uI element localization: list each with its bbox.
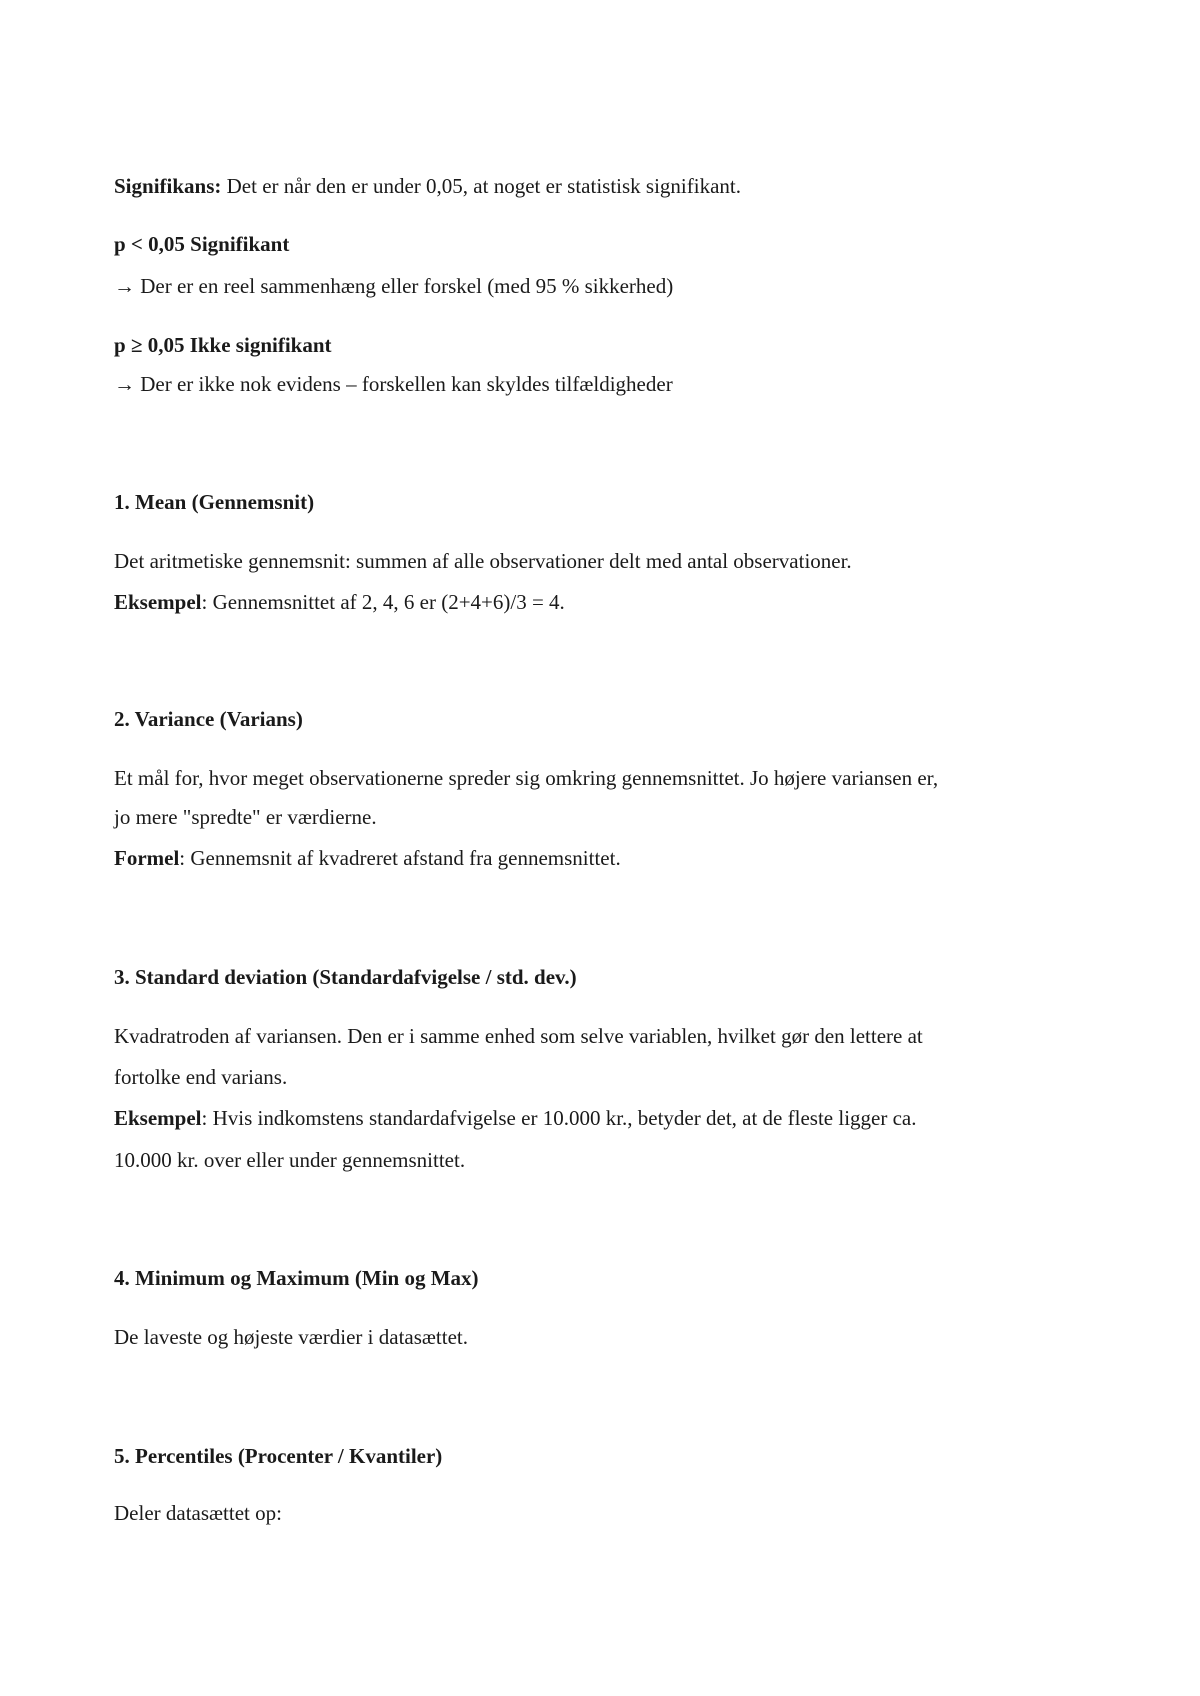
variance-formula-label: Formel <box>114 846 180 870</box>
minmax-heading <box>114 1266 479 1291</box>
mean-example-text: : Gennemsnittet af 2, 4, 6 er (2+4+6)/3 = 4. <box>201 590 565 614</box>
std-heading <box>114 965 577 990</box>
std-example-line2: 10.000 kr. over eller under gennemsnittet. <box>114 1148 466 1172</box>
signifikans-label: Signifikans: <box>114 174 222 198</box>
mean-example-label: Eksempel <box>114 590 202 614</box>
signifikans-text: Det er når den er under 0,05, at noget er statistisk signifikant. <box>221 174 741 198</box>
signifikans-paragraph <box>114 174 741 199</box>
significant-heading <box>114 232 289 257</box>
variance-formula <box>114 846 621 871</box>
not-significant-heading-text: p ≥ 0,05 Ikke signifikant <box>114 333 332 357</box>
mean-example <box>114 590 565 615</box>
mean-heading <box>114 490 314 515</box>
std-heading-text: 3. Standard deviation (Standardafvigelse / std. dev.) <box>114 965 577 989</box>
std-example-line1 <box>114 1106 916 1131</box>
minmax-description: De laveste og højeste værdier i datasættet. <box>114 1325 468 1349</box>
variance-description-line2: jo mere "spredte" er værdierne. <box>114 805 377 829</box>
percentiles-heading-text: 5. Percentiles (Procenter / Kvantiler) <box>114 1444 443 1468</box>
significant-note: → Der er en reel sammenhæng eller forskel (med 95 % sikkerhed) <box>114 274 674 298</box>
std-description-line1: Kvadratroden af variansen. Den er i samme enhed som selve variablen, hvilket gør den lettere at <box>114 1024 923 1048</box>
std-example-text: : Hvis indkomstens standardafvigelse er 10.000 kr., betyder det, at de fleste ligger ca. <box>201 1106 917 1130</box>
significant-heading-text: p < 0,05 Signifikant <box>114 232 290 256</box>
not-significant-heading <box>114 333 332 358</box>
mean-heading-text: 1. Mean (Gennemsnit) <box>114 490 315 514</box>
variance-description-line1: Et mål for, hvor meget observationerne spreder sig omkring gennemsnittet. Jo højere variansen er, <box>114 766 939 790</box>
mean-description: Det aritmetiske gennemsnit: summen af alle observationer delt med antal observationer. <box>114 549 852 573</box>
not-significant-note: → Der er ikke nok evidens – forskellen kan skyldes tilfældigheder <box>114 372 673 396</box>
minmax-heading-text: 4. Minimum og Maximum (Min og Max) <box>114 1266 479 1290</box>
variance-heading <box>114 707 303 732</box>
variance-heading-text: 2. Variance (Varians) <box>114 707 303 731</box>
std-example-label: Eksempel <box>114 1106 202 1130</box>
variance-formula-text: : Gennemsnit af kvadreret afstand fra gennemsnittet. <box>179 846 621 870</box>
std-description-line2: fortolke end varians. <box>114 1065 288 1089</box>
percentiles-heading <box>114 1444 442 1469</box>
percentiles-description: Deler datasættet op: <box>114 1501 282 1525</box>
